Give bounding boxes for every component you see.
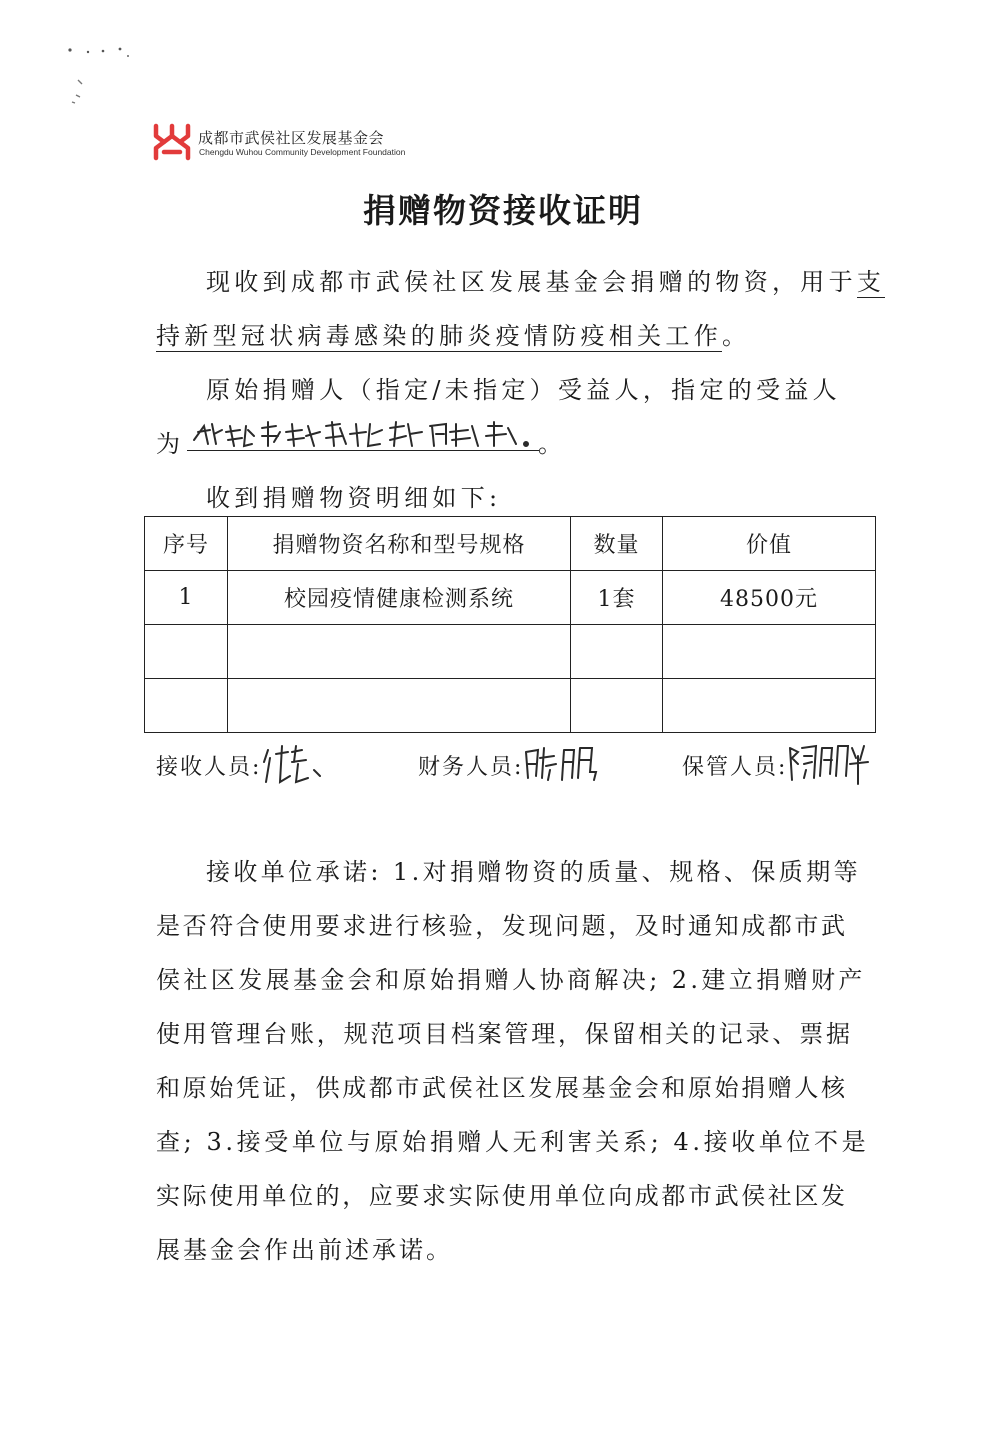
intro-period: 。 (722, 322, 751, 350)
commitment-line: 接收单位承诺: 1.对捐赠物资的质量、规格、保质期等 (206, 858, 862, 886)
scan-specks (58, 40, 148, 120)
cell-item-name (228, 625, 571, 679)
commitment-line: 侯社区发展基金会和原始捐赠人协商解决; 2.建立捐赠财产 (156, 966, 866, 994)
donation-items-table (144, 516, 876, 733)
header-value: 价值 (663, 517, 876, 571)
cell-index (145, 679, 228, 733)
commitment-line: 是否符合使用要求进行核验，发现问题，及时通知成都市武 (156, 912, 848, 940)
intro-text: 现收到成都市武侯社区发展基金会捐赠的物资，用于 (206, 268, 857, 296)
handwritten-beneficiary (190, 418, 535, 452)
table-row (145, 679, 876, 733)
finance-signature (522, 742, 602, 786)
document-title: 捐赠物资接收证明 (363, 191, 643, 230)
purpose-underlined: 持新型冠状病毒感染的肺炎疫情防疫相关工作 (156, 322, 722, 350)
cell-value: 48500元 (663, 571, 876, 625)
beneficiary-line-1: 原始捐赠人（指定/未指定）受益人，指定的受益人 (206, 376, 841, 404)
commitment-line: 实际使用单位的，应要求实际使用单位向成都市武侯社区发 (156, 1182, 848, 1210)
table-row (145, 571, 876, 625)
cell-value (663, 625, 876, 679)
org-name-cn: 成都市武侯社区发展基金会 (198, 129, 385, 147)
detail-heading: 收到捐赠物资明细如下: (206, 484, 502, 512)
header-quantity: 数量 (571, 517, 663, 571)
cell-item-name (228, 679, 571, 733)
commitment-line: 查; 3.接受单位与原始捐赠人无利害关系; 4.接收单位不是 (156, 1128, 870, 1156)
beneficiary-period: 。 (538, 430, 567, 458)
finance-label: 财务人员: (418, 755, 524, 780)
commitment-paragraph (156, 845, 876, 1277)
custodian-signature (786, 740, 870, 786)
header-item-name: 捐赠物资名称和型号规格 (228, 517, 571, 571)
cell-value (663, 679, 876, 733)
cell-item-name: 校园疫情健康检测系统 (228, 571, 571, 625)
commitment-line: 和原始凭证，供成都市武侯社区发展基金会和原始捐赠人核 (156, 1074, 848, 1102)
commitment-line: 展基金会作出前述承诺。 (156, 1236, 453, 1264)
commitment-line: 使用管理台账，规范项目档案管理，保留相关的记录、票据 (156, 1020, 853, 1048)
cell-quantity: 1套 (571, 571, 663, 625)
foundation-logo-icon (152, 122, 192, 162)
table-row (145, 625, 876, 679)
intro-underlined: 支 (856, 268, 886, 296)
receiver-signature (262, 742, 324, 788)
intro-line-1 (206, 262, 885, 297)
receiver-label: 接收人员: (156, 755, 262, 780)
cell-quantity (571, 679, 663, 733)
cell-index (145, 625, 228, 679)
cell-index: 1 (145, 571, 228, 625)
cell-quantity (571, 625, 663, 679)
beneficiary-prefix: 为 (156, 430, 185, 458)
intro-line-2 (156, 316, 750, 351)
org-name-en: Chengdu Wuhou Community Development Foundation (199, 147, 406, 157)
header-index: 序号 (145, 517, 228, 571)
custodian-label: 保管人员: (682, 755, 788, 780)
table-header-row (145, 517, 876, 571)
